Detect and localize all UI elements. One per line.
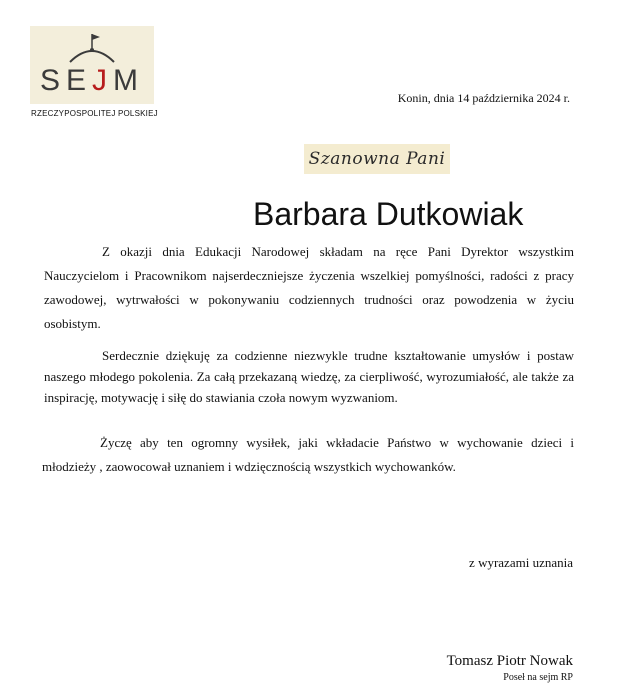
date-line: Konin, dnia 14 października 2024 r.: [397, 91, 570, 105]
signer-name: Tomasz Piotr Nowak: [446, 653, 573, 669]
body-paragraph-2: Serdecznie dziękuję za codzienne niezwykle trudne kształtowanie umysłów i postaw naszego młodego pokolenia. Za całą przekazaną wiedzę, za cierpliwość, wyrozumiałość, ale także za inspirację, motywację i siłę do stawiania czoła nowym wyzwaniom.: [44, 348, 574, 405]
signer-title: Poseł na sejm RP: [503, 672, 573, 683]
recipient-name: Barbara Dutkowiak: [253, 196, 524, 232]
logo-wordmark: SEJM: [39, 64, 145, 97]
sejm-logo: [30, 26, 154, 104]
body-paragraph-1: Z okazji dnia Edukacji Narodowej składam na ręce Pani Dyrektor wszystkim Nauczycielom i Pracownikom najserdeczniejsze życzenia wszelkiej pomyślności, radości z pracy zawodowej, wytrwałości w pokonywaniu codziennych trudności oraz powodzenia w życiu osobistym.: [44, 244, 574, 331]
body-paragraph-3: Życzę aby ten ogromny wysiłek, jaki wkładacie Państwo w wychowanie dzieci i młodzieży , zaowocował uznaniem i wdzięcznością wszystkich wychowanków.: [42, 435, 574, 474]
closing-line: z wyrazami uznania: [469, 555, 573, 570]
logo-subtitle: RZECZYPOSPOLITEJ POLSKIEJ: [31, 109, 158, 118]
salutation: Szanowna Pani: [304, 144, 450, 174]
